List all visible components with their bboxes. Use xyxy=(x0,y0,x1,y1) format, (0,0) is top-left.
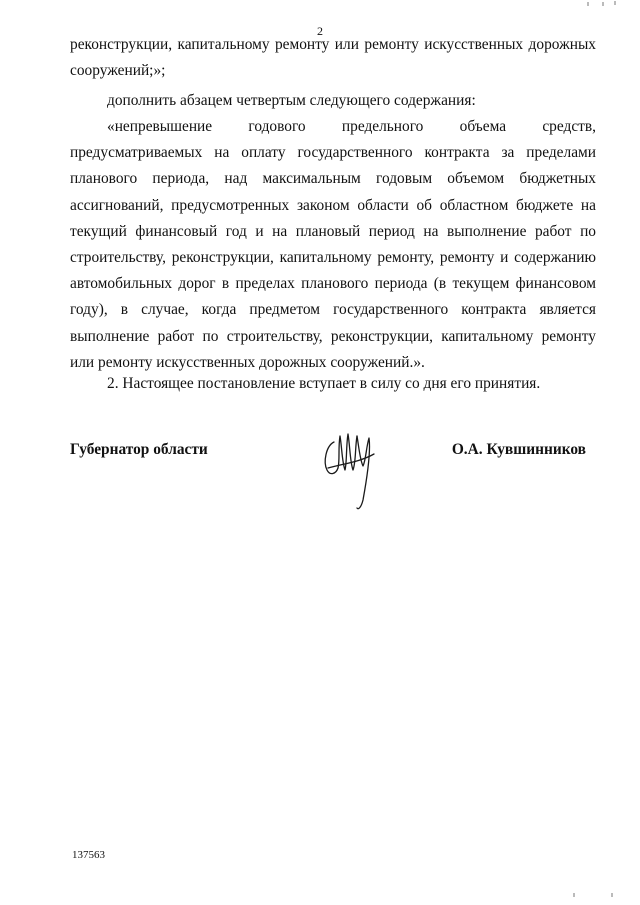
document-paragraph-1 xyxy=(70,32,596,84)
handwritten-signature xyxy=(318,422,388,512)
document-paragraph-3 xyxy=(70,114,596,376)
document-paragraph-4 xyxy=(70,371,596,397)
document-code: 137563 xyxy=(72,849,105,861)
paragraph-text: реконструкции, капитальному ремонту или ремонту искусственных дорожных сооружений;»; xyxy=(70,36,596,80)
document-paragraph-2 xyxy=(70,88,596,114)
paragraph-text: 2. Настоящее постановление вступает в силу со дня его принятия. xyxy=(107,375,541,392)
paragraph-text: «непревышение годового предельного объема средств, предусматриваемых на оплату государственного контракта за пределами планового периода, над максимальным годовым объемом бюджетных ассигнований, предусмотренных законом области об областном бюджете на текущий финансовый год и на плановый период на выполнение работ по строительству, реконструкции, капитальному ремонту, ремонту и содержанию автомобильных дорог в пределах планового периода (в текущем финансовом году), в случае, когда предметом государственного контракта является выполнение работ по строительству, реконструкции, капитальному ремонту или ремонту искусственных дорожных сооружений.». xyxy=(70,118,596,371)
paragraph-text: дополнить абзацем четвертым следующего содержания: xyxy=(107,92,476,109)
signatory-title: Губернатор области xyxy=(70,441,208,458)
signatory-name: О.А. Кувшинников xyxy=(451,441,586,458)
page-number: 2 xyxy=(317,24,323,38)
